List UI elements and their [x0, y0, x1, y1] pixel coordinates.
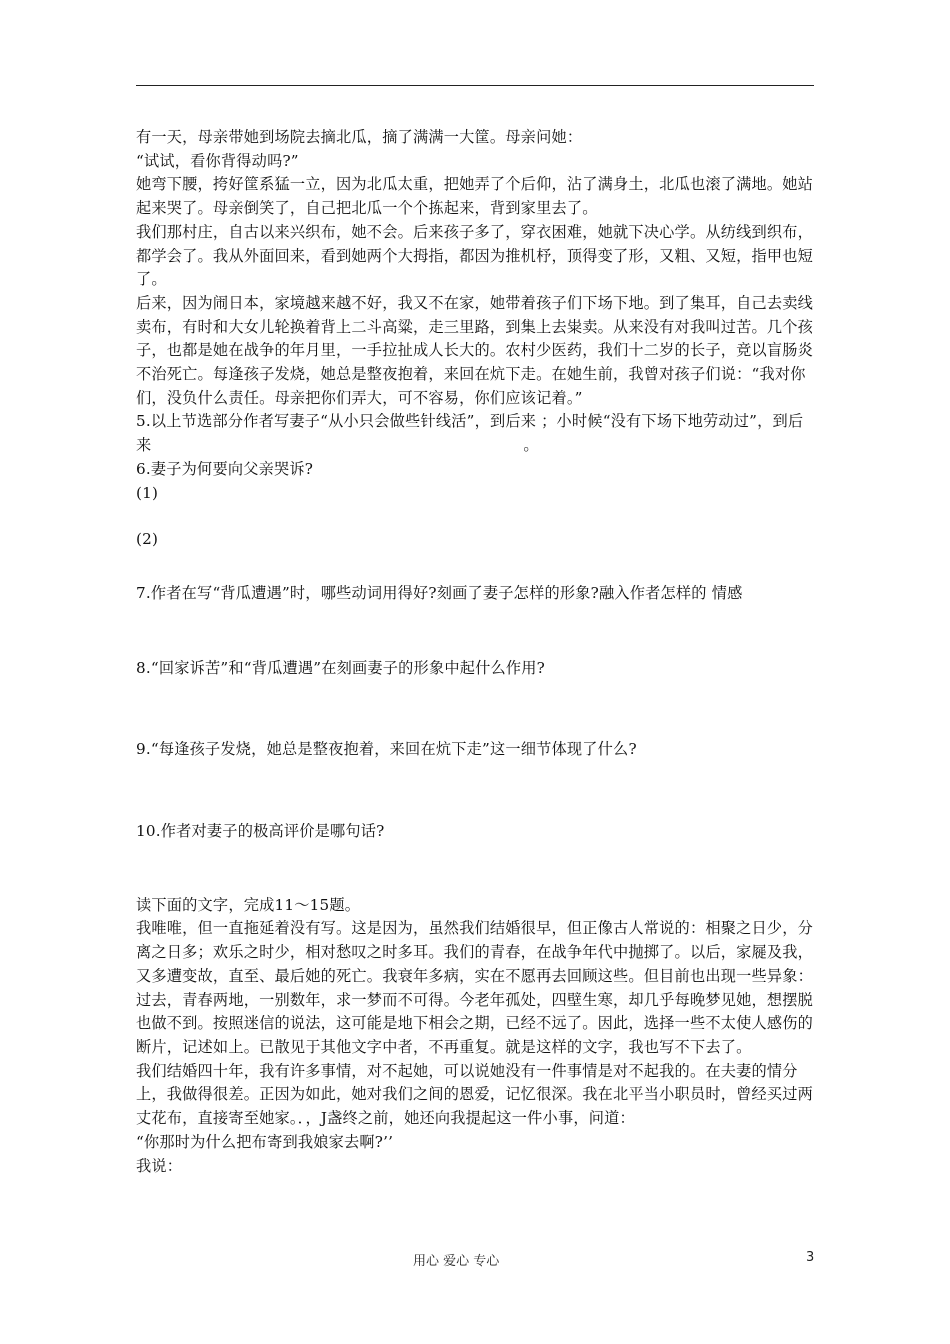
paragraph: 后来，因为闹日本，家境越来越不好，我又不在家，她带着孩子们下场下地。到了集耳，自己去卖线卖布，有时和大女儿轮换着背上二斗高粱，走三里路，到集上去粜卖。从来没有对我叫过苦。几个孩子，也都是她在战争的年月里，一手拉扯成人长大的。农村少医药，我们十二岁的长子，竞以盲肠炎不治死亡。每逢孩子发烧，她总是整夜抱着，来回在炕下走。在她生前，我曾对孩子们说：“我对你们，没负什么责任。母亲把你们弄大，可不容易，你们应该记着。” [136, 293, 814, 407]
question-10: 10.作者对妻子的极高评价是哪句话? [136, 822, 385, 841]
answer-space [136, 680, 818, 728]
answer-space [136, 505, 818, 528]
page-number: 3 [806, 1250, 815, 1265]
answer-space [136, 844, 818, 889]
paragraph: “你那时为什么把布寄到我娘家去啊?’’ [136, 1132, 394, 1151]
paragraph: “试试，看你背得动吗?” [136, 151, 299, 170]
answer-space [136, 552, 818, 575]
question-6: 6.妻子为何要向父亲哭诉? [136, 459, 314, 478]
answer-space [136, 762, 818, 810]
paragraph: 有一天，母亲带她到场院去摘北瓜，摘了满满一大筐。母亲问她： [136, 128, 583, 146]
question-5-end: 。 [523, 436, 539, 455]
question-8: 8.“回家诉苦”和“背瓜遭遇”在刻画妻子的形象中起什么作用? [136, 658, 546, 677]
footer-motto: 用心 爱心 专心 [413, 1254, 500, 1269]
question-9: 9.“每逢孩子发烧，她总是整夜抱着，来回在炕下走”这一细节体现了什么? [136, 740, 637, 759]
question-5-text: 5.以上节选部分作者写妻子“从小只会做些针线活”，到后来 ；小时候“没有下场下地劳动过”，到后来 [136, 412, 804, 455]
question-5 [136, 410, 818, 457]
paragraph: 我们那村庄，自古以来兴织布，她不会。后来孩子多了，穿衣困难，她就下决心学。从纺线到织布，都学会了。我从外面回来，看到她两个大拇指，都因为推机杼，顶得变了形，又粗、又短，指甲也短了。 [136, 222, 814, 289]
answer-item-2: (2) [136, 530, 159, 549]
answer-space [136, 606, 818, 653]
paragraph: 我们结婚四十年，我有许多事情，对不起她，可以说她没有一件事情是对不起我的。在夫妻的情分上，我做得很差。正因为如此，她对我们之间的恩爱，记忆很深。我在北平当小职员时，曾经买过两丈花布，直接寄至她家。．，J盏终之前，她还向我提起这一件小事，问道： [136, 1061, 814, 1128]
answer-item-1: (1) [136, 483, 159, 502]
paragraph: 我说： [136, 1156, 183, 1175]
section-intro: 读下面的文字，完成11～15题。 [136, 895, 361, 914]
paragraph: 我唯唯，但一直拖延着没有写。这是因为，虽然我们结婚很早，但正像古人常说的：相聚之日少，分离之日多；欢乐之时少，相对愁叹之时多耳。我们的青春，在战争年代中抛掷了。以后，家屣及我，又多遭变故，直至、最后她的死亡。我衰年多病，实在不愿再去回顾这些。但目前也出现一些异象：过去，青春两地，一别数年，求一梦而不可得。今老年孤处，四壁生寒，却几乎每晚梦见她，想摆脱也做不到。按照迷信的说法，这可能是地下相会之期，已经不远了。因此，选择一些不太使人感伤的断片，记述如上。已散见于其他文字中者，不再重复。就是这样的文字，我也写不下去了。 [136, 919, 814, 1056]
paragraph: 她弯下腰，挎好筐系猛一立，因为北瓜太重，把她弄了个后仰，沾了满身土，北瓜也滚了满地。她站起来哭了。母亲倒笑了，自己把北瓜一个个拣起来，背到家里去了。 [136, 175, 814, 218]
question-7: 7.作者在写“背瓜遭遇”时，哪些动词用得好?刻画了妻子怎样的形象?融入作者怎样的 情感 [136, 583, 743, 602]
document-body [136, 126, 818, 1178]
header-rule [136, 85, 814, 86]
